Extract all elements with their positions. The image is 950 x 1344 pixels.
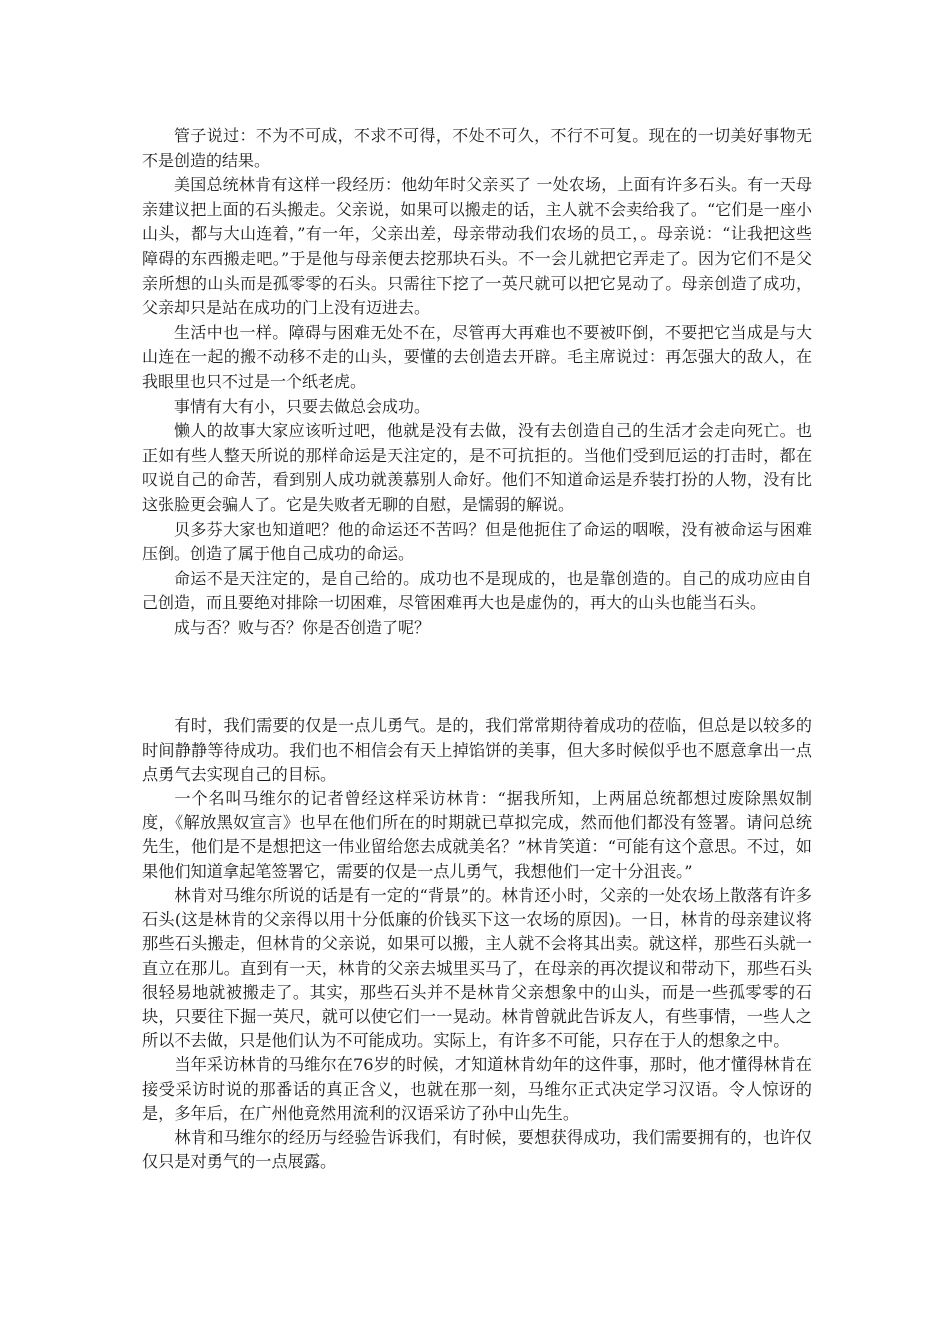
paragraph: 事情有大有小，只要去做总会成功。 — [174, 396, 431, 416]
paragraph: 林肯和马维尔的经历与经验告诉我们，有时候，要想获得成功，我们需要拥有的，也许仅仅只是对勇气的一点展露。 — [142, 1127, 812, 1172]
paragraph: 当年采访林肯的马维尔在76岁的时候，才知道林肯幼年的这件事，那时，他才懂得林肯在接受采访时说的那番话的真正含义，也就在那一刻，马维尔正式决定学习汉语。令人惊讶的是，多年后，在广州他竟然用流利的汉语采访了孙中山先生。 — [142, 1055, 812, 1123]
paragraph: 成与否？败与否？你是否创造了呢？ — [174, 617, 431, 637]
paragraph: 美国总统林肯有这样一段经历：他幼年时父亲买了 一处农场，上面有许多石头。有一天母亲建议把上面的石头搬走。父亲说，如果可以搬走的话，主人就不会卖给我了。“它们是一座小山头，都与大山连着，”有一年，父亲出差，母亲带动我们农场的员工，。母亲说：“让我把这些障碍的东西搬走吧。”于是他与母亲便去挖那块石头。不一会儿就把它弄走了。因为它们不是父亲所想的山头而是孤零零的石头。只需往下挖了一英尺就可以把它晃动了。母亲创造了成功，父亲却只是站在成功的门上没有迈进去。 — [142, 175, 812, 318]
document-page — [142, 124, 812, 1174]
paragraph: 林肯对马维尔所说的话是有一定的“背景”的。林肯还小时，父亲的一处农场上散落有许多石头(这是林肯的父亲得以用十分低廉的价钱买下这一农场的原因)。一日，林肯的母亲建议将那些石头搬走，但林肯的父亲说，如果可以搬，主人就不会将其出卖。就这样，那些石头就一直立在那儿。直到有一天，林肯的父亲去城里买马了，在母亲的再次提议和带动下，那些石头很轻易地就被搬走了。其实，那些石头并不是林肯父亲想象中的山头，而是一些孤零零的石块，只要往下掘一英尺，就可以使它们一一晃动。林肯曾就此告诉友人，有些事情，一些人之所以不去做，只是他们认为不可能成功。实际上，有许多不可能，只存在于人的想象之中。 — [142, 885, 812, 1051]
paragraph: 管子说过：不为不可成，不求不可得，不处不可久，不行不可复。现在的一切美好事物无不是创造的结果。 — [142, 126, 812, 170]
paragraph: 命运不是天注定的，是自己给的。成功也不是现成的，也是靠创造的。自己的成功应由自己创造，而且要绝对排除一切困难，尽管困难再大也是虚伪的，再大的山头也能当石头。 — [142, 568, 812, 613]
paragraph: 贝多芬大家也知道吧？他的命运还不苦吗？但是他扼住了命运的咽喉，没有被命运与困难压倒。创造了属于他自己成功的命运。 — [142, 519, 812, 564]
essay-courage — [142, 714, 812, 1174]
paragraph: 一个名叫马维尔的记者曾经这样采访林肯：“据我所知，上两届总统都想过废除黑奴制度，《解放黑奴宣言》也早在他们所在的时期就已草拟完成，然而他们都没有签署。请问总统先生，他们是不是想把这一伟业留给您去成就美名？”林肯笑道：“可能有这个意思。不过，如果他们知道拿起笔签署它，需要的仅是一点儿勇气，我想他们一定十分沮丧。” — [142, 789, 812, 881]
paragraph: 生活中也一样。障碍与困难无处不在，尽管再大再难也不要被吓倒，不要把它当成是与大山连在一起的搬不动移不走的山头，要懂的去创造去开辟。毛主席说过：再怎强大的敌人，在我眼里也只不过是一个纸老虎。 — [142, 322, 812, 391]
paragraph: 懒人的故事大家应该听过吧，他就是没有去做，没有去创造自己的生活才会走向死亡。也正如有些人整天所说的那样命运是天注定的，是不可抗拒的。当他们受到厄运的打击时，都在叹说自己的命苦，看到别人成功就羡慕别人命好。他们不知道命运是乔装打扮的人物，没有比这张脸更会骗人了。它是失败者无聊的自慰，是懦弱的解说。 — [142, 421, 812, 514]
essay-creation — [142, 124, 812, 640]
paragraph: 有时，我们需要的仅是一点儿勇气。是的，我们常常期待着成功的莅临，但总是以较多的时间静静等待成功。我们也不相信会有天上掉馅饼的美事，但大多时候似乎也不愿意拿出一点点勇气去实现自己的目标。 — [142, 716, 812, 784]
